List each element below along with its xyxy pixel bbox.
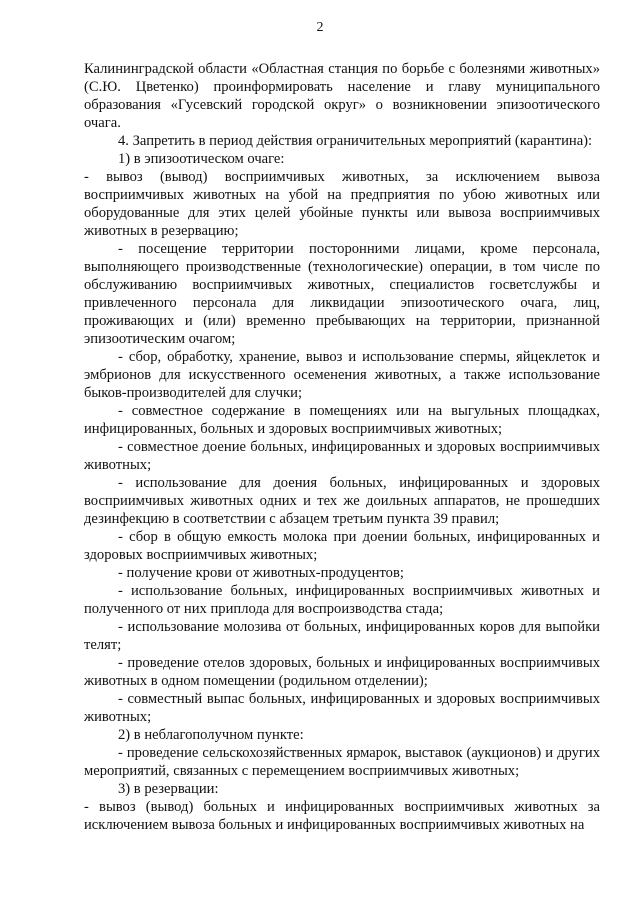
paragraph-subitem-2-heading: 2) в неблагополучном пункте: [118,727,304,743]
paragraph-bullet: - проведение отелов здоровых, больных и инфицированных восприимчивых животных в одном помещении (родильном отделении); [84,655,600,689]
paragraph-intro-continuation: Калининградской области «Областная станция по борьбе с болезнями животных» (С.Ю. Цветенко) проинформировать население и главу муниципального образования «Гусевский городской округ» о возникновении эпизоотического очага. [84,61,600,131]
paragraph-bullet: - использование молозива от больных, инфицированных коров для выпойки телят; [84,619,600,653]
paragraph-bullet: - совместное содержание в помещениях или на выгульных площадках, инфицированных, больных и здоровых восприимчивых животных; [84,403,600,437]
document-body [84,60,600,834]
paragraph-bullet: - проведение сельскохозяйственных ярмарок, выставок (аукционов) и других мероприятий, связанных с перемещением восприимчивых животных; [84,745,600,779]
paragraph-bullet: - сбор, обработку, хранение, вывоз и использование спермы, яйцеклеток и эмбрионов для искусственного осеменения животных, а также использование быков-производителей для случки; [84,349,600,401]
paragraph-bullet: - совместный выпас больных, инфицированных и здоровых восприимчивых животных; [84,691,600,725]
paragraph-bullet: - использование больных, инфицированных восприимчивых животных и полученного от них приплода для воспроизводства стада; [84,583,600,617]
paragraph-bullet: - совместное доение больных, инфицированных и здоровых восприимчивых животных; [84,439,600,473]
paragraph-bullet: - вывоз (вывод) больных и инфицированных восприимчивых животных за исключением вывоза больных и инфицированных восприимчивых животных на [84,799,600,833]
paragraph-bullet: - посещение территории посторонними лицами, кроме персонала, выполняющего производственные (технологические) операции, в том числе по обслуживанию восприимчивых животных, специалистов госветслужбы и привлеченного персонала для ликвидации эпизоотического очага, лиц, проживающих и (или) временно пребывающих на территории, признанной эпизоотическим очагом; [84,241,600,347]
page-number: 2 [316,20,324,35]
paragraph-item-4-heading: 4. Запретить в период действия ограничительных мероприятий (карантина): [118,133,593,149]
paragraph-bullet: - сбор в общую емкость молока при доении больных, инфицированных и здоровых восприимчивых животных; [84,529,600,563]
paragraph-subitem-3-heading: 3) в резервации: [118,781,219,797]
paragraph-bullet: - получение крови от животных-продуцентов; [118,565,404,581]
paragraph-bullet: - вывоз (вывод) восприимчивых животных, за исключением вывоза восприимчивых животных на убой на предприятия по убою животных или оборудованные для этих целей убойные пункты или вывоза восприимчивых животных в резервацию; [84,169,600,239]
paragraph-bullet: - использование для доения больных, инфицированных и здоровых восприимчивых животных одних и тех же доильных аппаратов, не прошедших дезинфекцию в соответствии с абзацем третьим пункта 39 правил; [84,475,600,527]
paragraph-subitem-1-heading: 1) в эпизоотическом очаге: [118,151,285,167]
